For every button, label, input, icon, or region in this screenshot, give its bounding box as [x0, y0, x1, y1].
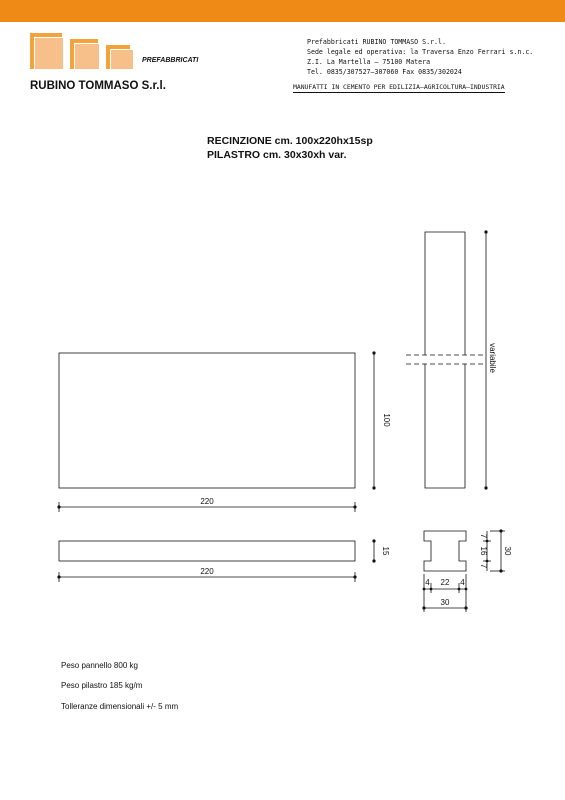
panel-section-label: 220 [200, 567, 214, 576]
pillar-height-label: variabile [488, 343, 497, 373]
address-line: Z.I. La Martella — 75100 Matera [307, 58, 431, 66]
pillar-core-label: 22 [440, 578, 450, 587]
pillar-section-total-label: 30 [503, 546, 512, 556]
pillar-width-label: 30 [440, 598, 450, 607]
panel-section-view [59, 541, 355, 561]
panel-width-label: 220 [200, 497, 214, 506]
logo-tag: PREFABBRICATI [142, 57, 199, 64]
pillar-elevation-upper [425, 232, 465, 355]
panel-front-view [59, 353, 355, 488]
note-tolerances: Tolleranze dimensionali +/- 5 mm [61, 702, 179, 711]
drawing-title-pillar: PILASTRO cm. 30x30xh var. [207, 149, 347, 161]
address-line: Prefabbricati RUBINO TOMMASO S.r.l. [307, 38, 446, 46]
note-pillar-weight: Peso pilastro 185 kg/m [61, 681, 143, 690]
pillar-elevation-lower [425, 364, 465, 488]
company-name: RUBINO TOMMASO S.r.l. [30, 80, 166, 92]
company-tagline: MANUFATTI IN CEMENTO PER EDILIZIA–AGRICOLTURA–INDUSTRIA [293, 83, 505, 91]
address-line: Tel. 0835/307527–307060 Fax 0835/302024 [307, 68, 462, 76]
pillar-slot-bottom-label: 7 [479, 563, 488, 569]
pillar-slot-mid-label: 16 [479, 546, 488, 556]
panel-thickness-label: 15 [381, 546, 390, 556]
panel-height-label: 100 [382, 413, 391, 427]
pillar-slot-top-label: 7 [479, 533, 488, 539]
pillar-flange-left-label: 4 [425, 578, 430, 587]
pillar-flange-right-label: 4 [460, 578, 465, 587]
note-panel-weight: Peso pannello 800 kg [61, 661, 138, 670]
pillar-cross-section [424, 531, 466, 571]
address-line: Sede legale ed operativa: la Traversa Enzo Ferrari s.n.c. [307, 48, 534, 56]
drawing-title-fence: RECINZIONE cm. 100x220hx15sp [207, 135, 373, 147]
